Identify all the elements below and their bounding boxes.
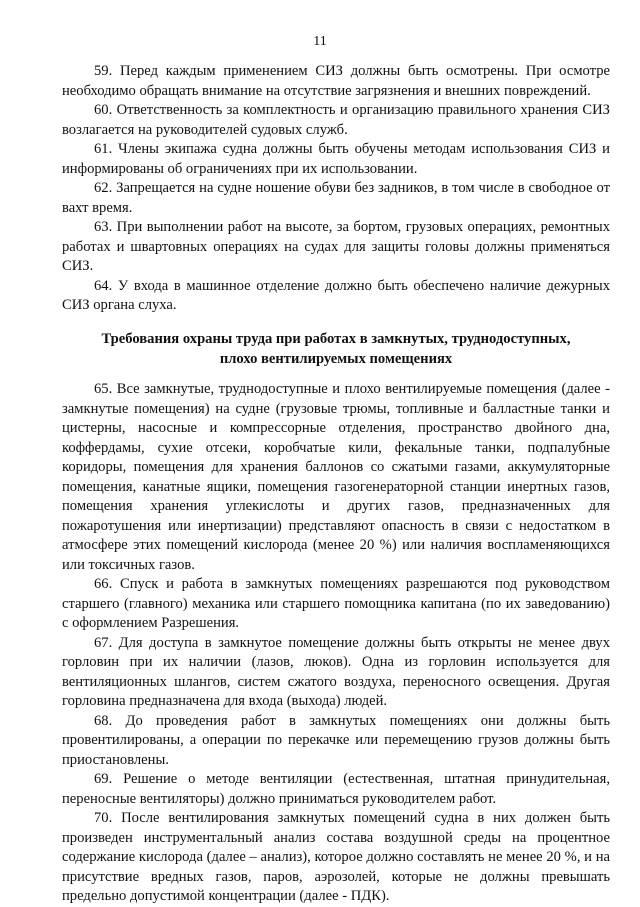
paragraphs-bottom bbox=[62, 380, 610, 907]
paragraph-66: 66. Спуск и работа в замкнутых помещениях разрешаются под руководством старшего (главного) механика или старшего помощника капитана (по их заведованию) с оформлением Разрешения. bbox=[62, 576, 610, 631]
section-heading-line-2: плохо вентилируемых помещениях bbox=[219, 350, 453, 367]
paragraph-65: 65. Все замкнутые, труднодоступные и плохо вентилируемые помещения (далее - замкнутые помещения) на судне (грузовые трюмы, топливные и балластные танки и цистерны, насосные и компрессорные отделения, пространство двойного дна, коффердамы, сухие отсеки, коробчатые кили, фекальные танки, подпалубные коридоры, помещения для хранения баллонов со сжатыми газами, аккумуляторные помещения, канатные ящики, помещения газогенераторной станции инертных газов, помещения хранения углекислоты и других газов, предназначенных для пожаротушения или инертизации) представляют опасность в связи с недостатком в атмосфере этих помещений кислорода (менее 20 %) или наличия воспламеняющихся или токсичных газов. bbox=[62, 381, 610, 573]
paragraphs-top bbox=[62, 62, 610, 316]
paragraph-62: 62. Запрещается на судне ношение обуви без задников, в том числе в свободное от вахт время. bbox=[62, 180, 610, 216]
paragraph-68: 68. До проведения работ в замкнутых помещениях они должны быть провентилированы, а операции по перекачке или перемещению грузов должны быть приостановлены. bbox=[62, 712, 610, 768]
paragraph-60: 60. Ответственность за комплектность и организацию правильного хранения СИЗ возлагается на руководителей судовых служб. bbox=[62, 102, 610, 138]
paragraph-64: 64. У входа в машинное отделение должно быть обеспечено наличие дежурных СИЗ органа слуха. bbox=[62, 277, 610, 313]
paragraph-69: 69. Решение о методе вентиляции (естественная, штатная принудительная, переносные вентиляторы) должно приниматься руководителем работ. bbox=[62, 771, 610, 807]
section-heading bbox=[62, 330, 610, 369]
section-heading-line-1: Требования охраны труда при работах в замкнутых, труднодоступных, bbox=[101, 331, 571, 347]
paragraph-70: 70. После вентилирования замкнутых помещений судна в них должен быть произведен инструментальный анализ состава воздушной среды на процентное содержание кислорода (далее – анализ), которое должно составлять не менее 20 %, и на присутствие вредных газов, паров, аэрозолей, которые не должны превышать предельно допустимой концентрации (далее - ПДК). bbox=[62, 810, 610, 904]
page-number: 11 bbox=[313, 34, 327, 49]
paragraph-67: 67. Для доступа в замкнутое помещение должны быть открыты не менее двух горловин при их наличии (лазов, люков). Одна из горловин используется для вентиляционных шлангов, систем сжатого воздуха, переносного освещения. Другая горловина предназначена для входа (выхода) людей. bbox=[62, 634, 610, 709]
paragraph-63: 63. При выполнении работ на высоте, за бортом, грузовых операциях, ремонтных работах и швартовных операциях на судах для защиты головы должны применяться СИЗ. bbox=[62, 219, 610, 274]
paragraph-59: 59. Перед каждым применением СИЗ должны быть осмотрены. При осмотре необходимо обращать внимание на отсутствие загрязнения и внешних повреждений. bbox=[62, 63, 610, 99]
paragraph-61: 61. Члены экипажа судна должны быть обучены методам использования СИЗ и информированы об ограничениях при их использовании. bbox=[62, 141, 610, 177]
